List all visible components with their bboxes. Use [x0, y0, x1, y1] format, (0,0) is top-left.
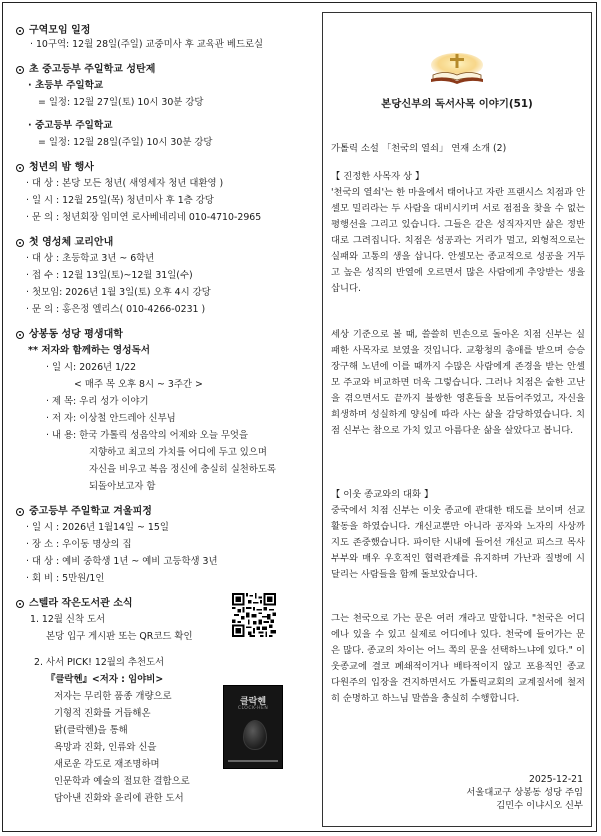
circle-bullet-icon — [16, 508, 24, 516]
paragraph: 중국에서 치점 신부는 이웃 종교에 관대한 태도를 보이며 선교활동을 하였습니다. 개신교뿐만 아니라 공자와 노자의 사상까지도 존중했습니다. 파이탄 시내에 들어선 개신교 피스크 목사 부부와 매우 우호적인 협력관계를 유지하며 가난과 질병에 시달리는 사람들을 함께 돌보았습니다. — [331, 505, 585, 580]
signature-date: 2025-12-21 — [528, 774, 583, 785]
text-line: 담아낸 진화와 윤리에 관한 도서 — [54, 793, 184, 804]
section-title-row — [16, 161, 312, 175]
book-title-line: 『클락헨』<저자 : 임야비> — [46, 674, 164, 685]
paragraph: 세상 기준으로 볼 때, 쓸쓸히 빈손으로 돌아온 치점 신부는 실패한 사목자로 보였을 것입니다. 교황청의 총애를 받으며 승승장구해 노년에 이를 때까지 수많은 사람에게 존경을 받는 안셀모 주교와 비교하면 더욱 그렇습니다. 그러나 치점은 숱한 고난을 겪으면서도 끝까지 불쌍한 영혼들을 보듬어주었고, 자신을 희생하며 성실하게 양심에 따라 사는 삶을 감당하였습니다. 치점 신부는 참으로 가치 있고 아름다운 삶을 살았다고 봅니다. — [331, 329, 585, 436]
text-line: · 대 상 : 예비 중학생 1년 ~ 예비 고등학생 3년 — [26, 556, 218, 567]
text-line: 2. 사서 PICK! 12월의 추천도서 — [34, 657, 165, 668]
section-title-row — [16, 236, 312, 250]
text-line: 욕망과 진화, 인류와 신을 — [54, 742, 157, 753]
section-title: 첫 영성체 교리안내 — [29, 237, 114, 248]
qr-code[interactable] — [232, 593, 276, 637]
paragraph: '천국의 열쇠'는 한 마을에서 태어나고 자란 프랜시스 치점과 안셀모 밀리라는 두 사람을 대비시키며 서로 점점을 찾을 수 없는 평행선을 그리고 있습니다. 그들은 같은 성직자지만 삶은 정반대로 그려집니다. 치점은 성공과는 거리가 멀고, 외형적으로는 실패와 고통의 생을 삽니다. 안셀모는 종교적으로 성공을 거두고 높은 성직의 반열에 오르면서 많은 사람에게 추앙받는 생을 삽니다. — [331, 187, 585, 294]
book-cover-subtitle: CLOCK-HEN — [237, 706, 269, 711]
section-first-communion — [16, 236, 312, 316]
text-line: · 내 용: 한국 가톨릭 성음악의 어제와 오늘 무엇을 — [46, 430, 249, 441]
text-line: 새로운 각도로 재조명하며 — [54, 759, 160, 770]
text-line: · 접 수 : 12월 13일(토)~12월 31일(수) — [26, 270, 193, 281]
book-cover-title: 클락헨 — [239, 697, 267, 707]
subheading-interfaith-dialogue: 【 이웃 종교와의 대화 】 — [331, 489, 434, 500]
signature-block — [466, 773, 583, 812]
article-heading: 본당신부의 독서사목 이야기(51) — [381, 98, 533, 110]
text-line: 저자는 무리한 품종 개량으로 — [54, 691, 172, 702]
circle-bullet-icon — [16, 27, 24, 35]
section-title: 구역모임 일정 — [29, 25, 91, 36]
section-title: 초 중고등부 주일학교 성탄제 — [29, 64, 156, 75]
text-line: 지향하고 최고의 가치를 어디에 두고 있으며 — [89, 447, 267, 458]
signature-name: 김민수 이냐시오 신부 — [496, 800, 583, 811]
section-lifelong-university — [16, 328, 312, 493]
text-line: 닭(클락헨)을 통해 — [54, 725, 128, 736]
book-cover-image — [223, 685, 283, 769]
text-line: · 일 시 : 12월 25일(목) 청년미사 후 1층 강당 — [26, 195, 214, 206]
text-line: · 저 자: 이상철 안드레아 신부님 — [46, 413, 176, 424]
text-line: · 문 의 : 청년회장 임미연 로사베네리네 010-4710-2965 — [26, 212, 262, 223]
section-district-meeting — [16, 24, 312, 51]
section-winter-retreat — [16, 505, 312, 585]
sub-title: ** 저자와 함께하는 영성독서 — [28, 345, 150, 356]
section-title-row — [16, 505, 312, 519]
text-line: 되돌아보고자 함 — [89, 481, 156, 492]
text-line: 기형적 진화를 거듭해온 — [54, 708, 151, 719]
section-title-row — [16, 328, 312, 342]
text-line: = 일정: 12월 28일(주일) 10시 30분 강당 — [38, 137, 213, 148]
section-title: 중고등부 주일학교 겨울피정 — [29, 506, 152, 517]
section-title: 스텔라 작은도서관 소식 — [29, 598, 133, 609]
circle-bullet-icon — [16, 239, 24, 247]
section-youth-night — [16, 161, 312, 224]
text-line: 인문학과 예술의 절묘한 결합으로 — [54, 776, 190, 787]
text-line: · 제 목: 우리 성가 이야기 — [46, 396, 149, 407]
circle-bullet-icon — [16, 331, 24, 339]
egg-illustration — [243, 720, 267, 750]
text-line: · 일 시 : 2026년 1월14일 ~ 15일 — [26, 522, 169, 533]
text-line: < 매주 목 오후 8시 ~ 3주간 > — [74, 379, 203, 390]
text-line: 본당 입구 게시판 또는 QR코드 확인 — [46, 631, 193, 642]
book-cover-footer — [228, 760, 278, 762]
section-title-row — [16, 63, 312, 77]
subheading-true-pastor: 【 진정한 사목자 상 】 — [331, 171, 425, 182]
section-title: 청년의 밤 행사 — [29, 162, 94, 173]
text-line: · 회 비 : 5만원/1인 — [26, 573, 105, 584]
text-line: · 10구역: 12월 28일(주일) 교중미사 후 교육관 베드로실 — [30, 39, 264, 50]
sub-title: · 초등부 주일학교 — [28, 80, 104, 91]
text-line: · 첫모임: 2026년 1월 3일(토) 오후 4시 강당 — [26, 287, 211, 298]
intro-line: 가톨릭 소설 「천국의 열쇠」 연재 소개 (2) — [331, 143, 507, 154]
text-line: = 일정: 12월 27일(토) 10시 30분 강당 — [38, 97, 204, 108]
signature-parish: 서울대교구 상봉동 성당 주임 — [466, 787, 583, 798]
circle-bullet-icon — [16, 164, 24, 172]
section-title: 상봉동 성당 평생대학 — [29, 329, 123, 340]
paragraph: 그는 천국으로 가는 문은 여러 개라고 말합니다. "천국은 어디에나 있을 수 있고 실제로 어디에나 있다. 천국에 들어가는 문은 많다. 종교의 차이는 어느 쪽의 문을 선택하느냐에 있다." 이웃종교에 결코 폐쇄적이거나 배타적이지 않고 포용적인 종교 다원주의 입장을 견지하면서도 가톨릭교회의 교계질서에 철저히 순명하고 하느님 말씀을 충실히 수행합니다. — [331, 613, 585, 704]
sub-title: · 중고등부 주일학교 — [28, 120, 113, 131]
circle-bullet-icon — [16, 600, 24, 608]
section-title-row — [16, 24, 312, 38]
text-line: · 문 의 : 홍은정 엘리스( 010-4266-0231 ) — [26, 304, 206, 315]
text-line: · 장 소 : 우이동 명상의 집 — [26, 539, 132, 550]
section-christmas-festival — [16, 63, 312, 149]
circle-bullet-icon — [16, 66, 24, 74]
text-line: · 대 상 : 초등학교 3년 ~ 6학년 — [26, 253, 155, 264]
right-column-box — [322, 12, 592, 827]
text-line: · 일 시: 2026년 1/22 — [46, 362, 137, 373]
text-line: 1. 12월 신착 도서 — [30, 614, 106, 625]
text-line: 자신을 비우고 복음 정신에 충실히 실천하도록 — [89, 464, 276, 475]
text-line: · 대 상 : 본당 모든 청년( 새영세자 청년 대환영 ) — [26, 178, 224, 189]
open-bible-icon — [427, 53, 487, 85]
